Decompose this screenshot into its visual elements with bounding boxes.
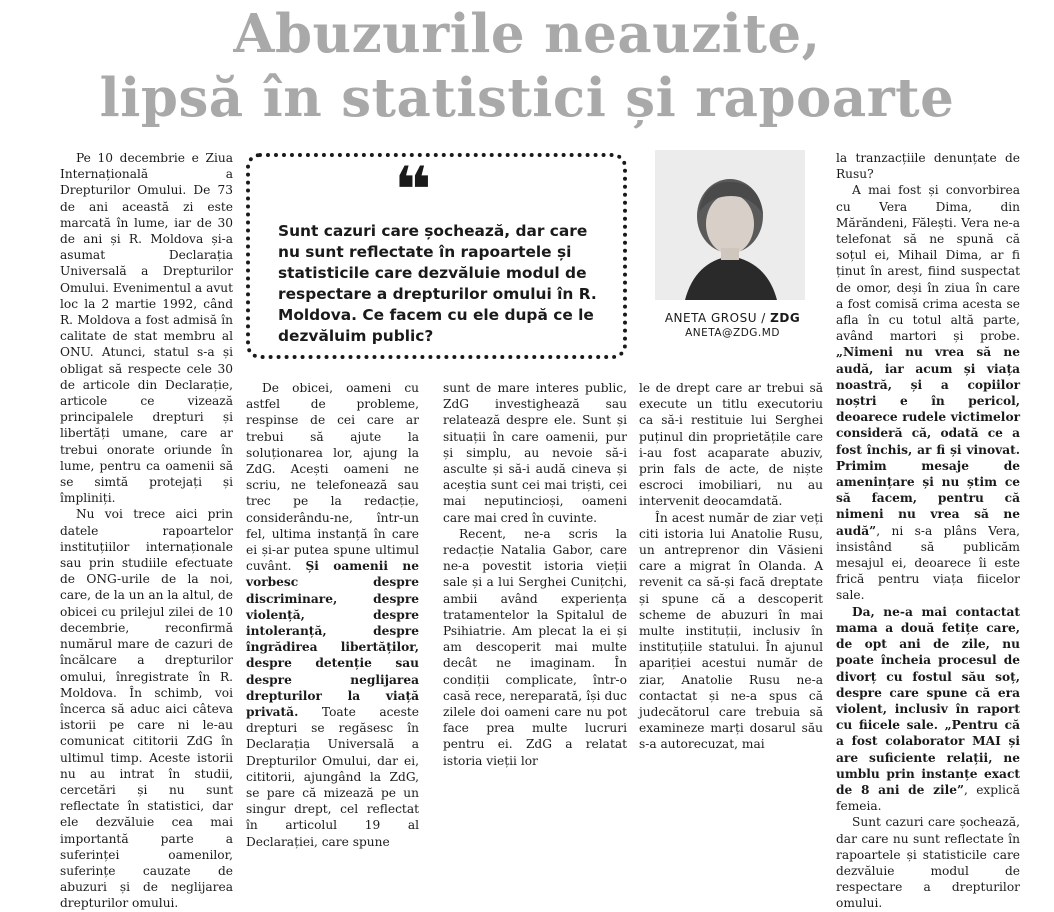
author-name: ANETA GROSU [664,311,757,325]
paragraph [60,506,233,911]
headline-line-1: Abuzurile neauzite, [233,3,821,65]
author-byline [640,311,825,325]
paragraph [246,380,419,850]
paragraph: sunt de mare interes public, ZdG investighează sau relatează despre ele. Sunt și situații în care oamenii, pur și simplu, au nevoie să-i asculte și să-i audă cineva și aceștia sunt cei mai triști, cei mai neputincioși, oameni care mai cred în cuvinte. [443,381,627,525]
paragraph-bold-text: Și oamenii ne vorbesc despre discriminare, despre violență, despre intoleranță, despre îngrădirea libertăților, despre detenție sau despre neglijarea drepturilor la viață privată. [246,559,419,720]
article-column-3 [443,380,627,768]
paragraph [836,604,1020,815]
article-column-2 [246,380,419,849]
paragraph-text: , explică femeia. [836,782,1020,814]
paragraph-bold-text: „Nimeni nu vrea să ne audă, iar acum și viața noastră, și a copiilor noștri e în pericol, deoarece rudele victimelor consideră că, odată ce a fost închis, ar fi și vinovat. Primim mesaje de amenințare și nu știm ce să facem, pentru că nimeni nu vrea să ne audă” [836,345,1020,538]
author-photo [655,150,805,300]
paragraph-text: Nu voi trece aici prin datele rapoartelor instituțiilor internaționale sau prin studiile efectuate de ONG-urile de la noi, care, de la un an la altul, de obicei cu prilejul zilei de 10 decembrie, reconfirmă numărul mare de cazuri de încălcare a drepturilor omului, înregistrate în R. Moldova. În schimb, voi încerca să aduc aici câteva istorii pe care ni le-au comunicat cititorii ZdG în ultimul timp. Aceste istorii nu au intrat în studii, cercetări și nu sunt reflectate în statistici, dar ele dezvăluie cea mai importantă parte a suferinței oamenilor, suferințe cauzate de abuzuri și de neglijarea drepturilor omului. [60,507,233,911]
paragraph [836,182,1020,603]
author-portrait-icon [655,150,805,300]
paragraph: la tranzacțiile denunțate de Rusu? [836,151,1020,182]
paragraph-bold-text: Da, ne-a mai contactat mama a două fetițe care, de opt ani de zile, nu poate încheia procesul de divorț cu fostul său soț, despre care spune că era violent, inclusiv în raport cu fiicele sale. „Pentru că a fost colaborator MAI și are suficiente relații, ne umblu prin instanțe exact de 8 ani de zile” [836,604,1020,797]
pull-quote-text: Sunt cazuri care șochează, dar care nu sunt reflectate în rapoartele și statisticile care dezvăluie modul de respectare a drepturilor omului în R. Moldova. Ce facem cu ele după ce le dezvăluim public? [278,222,597,345]
paragraph-text: , ni s-a plâns Vera, insistând să publicăm mesajul ei, deoarece îi este frică pentru viața fiicelor sale. [836,523,1020,603]
paragraph: Sunt cazuri care șochează, dar care nu sunt reflectate în rapoartele și statisticile care dezvăluie modul de respectare a drepturilor omului. [836,815,1020,911]
article-column-4 [639,380,823,752]
publication-name: ZDG [770,311,801,325]
paragraph-text: A mai fost și convorbirea cu Vera Dima, din Mărăndeni, Fălești. Vera ne-a telefonat să ne spună că soțul ei, Mihail Dima, ar fi ținut în arest, fiind suspectat de omor, deși în ziua în care a fost comisă crima acesta se afla în cu totul altă parte, având martori și probe. [836,183,1020,344]
byline-separator: / [756,311,771,325]
author-email[interactable]: ANETA@ZDG.MD [685,327,780,339]
paragraph: Pe 10 decembrie e Ziua Internațională a Drepturilor Omului. De 73 de ani această zi este marcată în lume, iar de 30 de ani și R. Moldova și-a asumat Declarația Universală a Drepturilor Omului. Evenimentul a avut loc la 2 martie 1992, când R. Moldova a fost admisă în calitate de stat membru al ONU. Atunci, statul s-a și obligat să respecte cele 30 de articole din Declarație, articole ce vizează principalele drepturi și libertăți umane, care ar trebui onorate oriunde în lume, pentru ca oamenii să se simtă protejați și împliniți. [60,151,233,506]
headline-line-2: lipsă în statistici și rapoarte [99,67,955,129]
paragraph: le de drept care ar trebui să execute un titlu executoriu ca să-i restituie lui Serghei puținul din proprietățile care i-au fost acaparate abuziv, prin fals de acte, de niște escroci imobiliari, nu au intervenit deocamdată. [639,381,823,509]
paragraph-text: Toate aceste drepturi se regăsesc în Declarația Universală a Drepturilor Omului, dar ei, cititorii, ajungând la ZdG, se pare că mizează pe un singur drept, cel reflectat în articolul 19 al Declarației, care spune [246,705,419,849]
article-column-5 [836,150,1020,911]
article-column-1 [60,150,233,911]
paragraph-text: De obicei, oameni cu astfel de probleme, respinse de cei care ar trebui să ajute la soluționarea lor, ajung la ZdG. Acești oameni ne scriu, ne telefonează sau trec pe la redacție, considerându-ne, într-un fel, ultima instanță în care ei și-ar putea spune ultimul cuvânt. [246,381,419,574]
paragraph: Recent, ne-a scris la redacție Natalia Gabor, care ne-a povestit istoria vieții sale și a lui Serghei Cunițchi, ambii având experiența tratamentelor la Spitalul de Psihiatrie. Am plecat la ei și am descoperit mai multe decât ne imaginam. În condiții complicate, într-o casă rece, nereparată, își duc zilele doi oameni care nu pot face prea multe lucruri pentru ei. ZdG a relatat istoria vieții lor [443,526,627,768]
headline [0,2,1054,130]
pull-quote-box [246,153,627,359]
quote-mark-icon: ❝ [394,154,432,228]
paragraph: În acest număr de ziar veți citi istoria lui Anatolie Rusu, un antreprenor din Văsieni care a migrat în Olanda. A revenit ca să-și facă dreptate și spune că a descoperit scheme de abuzuri în mai multe instituții, inclusiv în instituțiile statului. În ajunul apariției acestui număr de ziar, Anatolie Rusu ne-a contactat și ne-a spus că judecătorul care trebuia să examineze marți dosarul său s-a autorecuzat, mai [639,510,823,752]
